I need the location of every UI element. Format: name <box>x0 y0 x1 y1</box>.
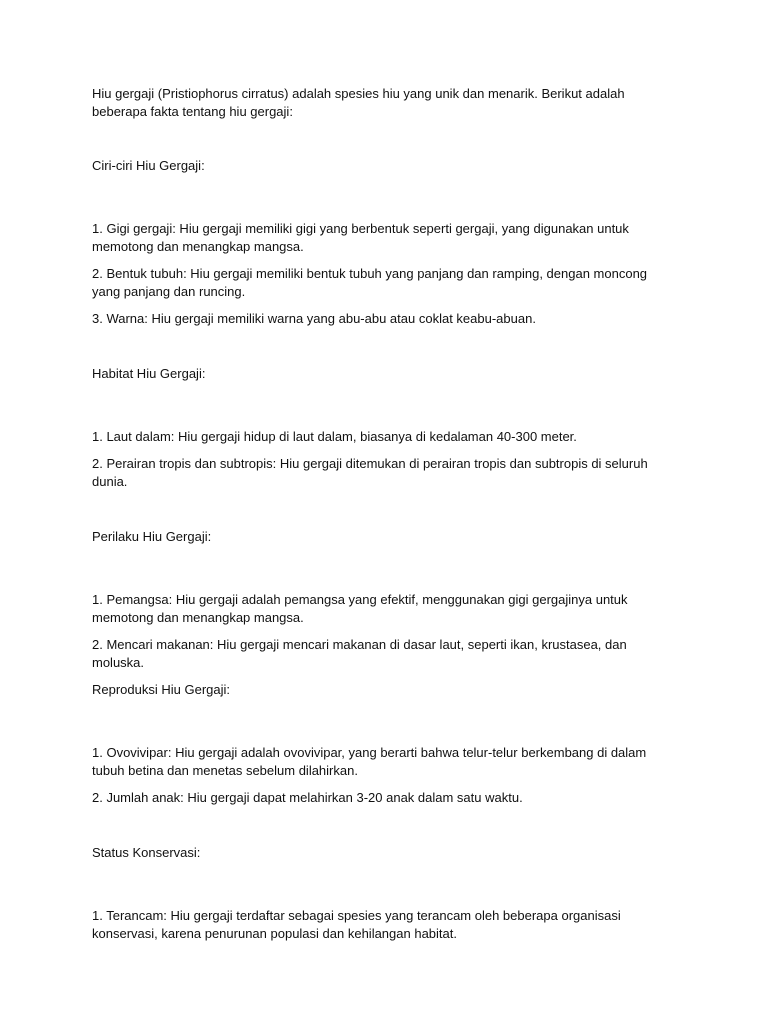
section-heading-ciri-ciri: Ciri-ciri Hiu Gergaji: <box>92 158 205 173</box>
list-item: 2. Jumlah anak: Hiu gergaji dapat melahirkan 3-20 anak dalam satu waktu. <box>92 790 523 805</box>
list-item: 2. Bentuk tubuh: Hiu gergaji memiliki bentuk tubuh yang panjang dan ramping, dengan moncong yang panjang dan runcing. <box>92 266 648 299</box>
spacer <box>92 807 656 844</box>
spacer <box>92 328 656 365</box>
spacer <box>92 862 656 907</box>
list-item: 2. Mencari makanan: Hiu gergaji mencari makanan di dasar laut, seperti ikan, krustasea, dan moluska. <box>92 637 627 670</box>
list-item: 1. Pemangsa: Hiu gergaji adalah pemangsa yang efektif, menggunakan gigi gergajinya untuk memotong dan menangkap mangsa. <box>92 592 628 625</box>
list-item: 1. Laut dalam: Hiu gergaji hidup di laut dalam, biasanya di kedalaman 40-300 meter. <box>92 429 577 444</box>
spacer <box>92 699 656 744</box>
list-item: 1. Ovovivipar: Hiu gergaji adalah ovovivipar, yang berarti bahwa telur-telur berkembang di dalam tubuh betina dan menetas sebelum dilahirkan. <box>92 745 647 778</box>
section-heading-perilaku: Perilaku Hiu Gergaji: <box>92 529 212 544</box>
spacer <box>92 175 656 220</box>
spacer <box>92 383 656 428</box>
list-item: 1. Gigi gergaji: Hiu gergaji memiliki gigi yang berbentuk seperti gergaji, yang digunakan untuk memotong dan menangkap mangsa. <box>92 221 629 254</box>
list-item: 1. Terancam: Hiu gergaji terdaftar sebagai spesies yang terancam oleh beberapa organisasi konservasi, karena penurunan populasi dan kehilangan habitat. <box>92 908 621 941</box>
section-heading-status-konservasi: Status Konservasi: <box>92 845 201 860</box>
intro-paragraph: Hiu gergaji (Pristiophorus cirratus) adalah spesies hiu yang unik dan menarik. Berikut adalah beberapa fakta tentang hiu gergaji: <box>92 86 625 119</box>
list-item: 2. Perairan tropis dan subtropis: Hiu gergaji ditemukan di perairan tropis dan subtropis di seluruh dunia. <box>92 456 648 489</box>
spacer <box>92 546 656 591</box>
spacer <box>92 121 656 157</box>
section-heading-habitat: Habitat Hiu Gergaji: <box>92 366 206 381</box>
list-item: 3. Warna: Hiu gergaji memiliki warna yang abu-abu atau coklat keabu-abuan. <box>92 311 536 326</box>
spacer <box>92 491 656 528</box>
section-heading-reproduksi: Reproduksi Hiu Gergaji: <box>92 682 231 697</box>
